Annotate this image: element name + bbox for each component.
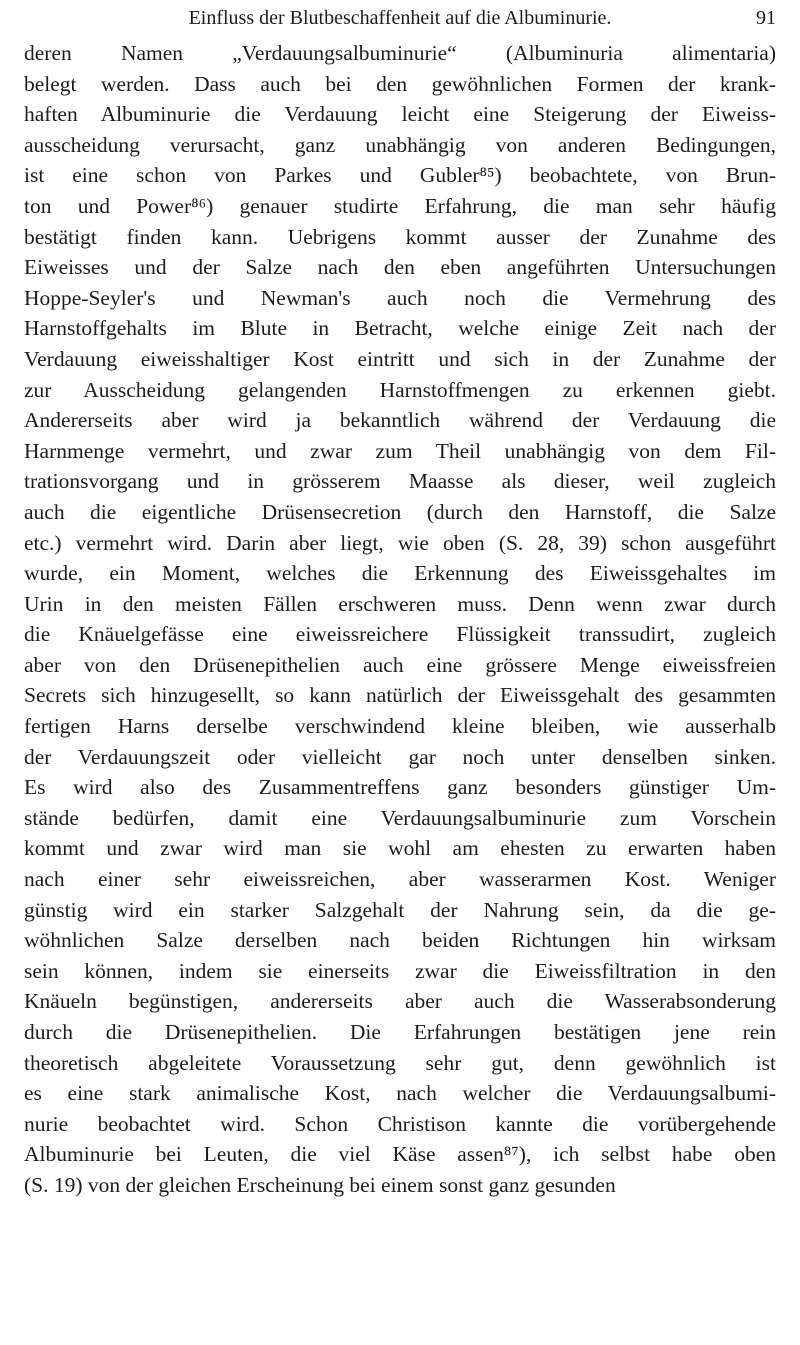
book-page [24,0,776,1345]
text-line: Andererseits aber wird ja bekanntlich während der Verdauung die [24,408,776,433]
text-line: ist eine schon von Parkes und Gubler⁸⁵) beobachtete, von Brun- [24,163,776,188]
text-line: ton und Power⁸⁶) genauer studirte Erfahrung, die man sehr häufig [24,193,776,218]
text-line: stände bedürfen, damit eine Verdauungsalbuminurie zum Vorschein [24,805,776,830]
text-line: Urin in den meisten Fällen erschweren muss. Denn wenn zwar durch [24,591,776,616]
text-line: sein können, indem sie einerseits zwar die Eiweissfiltration in den [24,958,776,983]
text-line: aber von den Drüsenepithelien auch eine grössere Menge eiweissfreien [24,652,776,677]
text-line: theoretisch abgeleitete Voraussetzung sehr gut, denn gewöhnlich ist [24,1050,776,1075]
text-line: (S. 19) von der gleichen Erscheinung bei einem sonst ganz gesunden [24,1172,616,1197]
text-line: etc.) vermehrt wird. Darin aber liegt, wie oben (S. 28, 39) schon ausgeführt [24,530,776,555]
text-line: kommt und zwar wird man sie wohl am ehesten zu erwarten haben [24,836,776,861]
text-line: belegt werden. Dass auch bei den gewöhnlichen Formen der krank- [24,71,776,96]
text-line: zur Ausscheidung gelangenden Harnstoffmengen zu erkennen giebt. [24,377,776,402]
text-line: Harnstoffgehalts im Blute in Betracht, welche einige Zeit nach der [24,316,776,341]
text-line: fertigen Harns derselbe verschwindend kleine bleiben, wie ausserhalb [24,714,776,739]
text-line: wurde, ein Moment, welches die Erkennung des Eiweissgehaltes im [24,561,776,586]
text-line: der Verdauungszeit oder vielleicht gar noch unter denselben sinken. [24,744,776,769]
text-line: günstig wird ein starker Salzgehalt der Nahrung sein, da die ge- [24,897,776,922]
text-line: Eiweisses und der Salze nach den eben angeführten Untersuchungen [24,255,776,280]
text-line: durch die Drüsenepithelien. Die Erfahrungen bestätigen jene rein [24,1020,776,1044]
text-line: Knäueln begünstigen, andererseits aber auch die Wasserabsonderung [24,989,776,1014]
text-line: Secrets sich hinzugesellt, so kann natürlich der Eiweissgehalt des gesammten [24,683,776,708]
page-number: 91 [756,7,776,29]
text-line: die Knäuelgefässe eine eiweissreichere Flüssigkeit transsudirt, zugleich [24,622,776,647]
text-line: haften Albuminurie die Verdauung leicht eine Steigerung der Eiweiss- [24,102,776,127]
running-title: Einfluss der Blutbeschaffenheit auf die Albuminurie. [188,7,612,29]
text-line: Es wird also des Zusammentreffens ganz besonders günstiger Um- [24,775,776,800]
text-line: wöhnlichen Salze derselben nach beiden Richtungen hin wirksam [24,928,776,953]
text-line: Albuminurie bei Leuten, die viel Käse assen⁸⁷), ich selbst habe oben [24,1142,776,1167]
text-line: nach einer sehr eiweissreichen, aber wasserarmen Kost. Weniger [24,867,776,892]
text-line: nurie beobachtet wird. Schon Christison kannte die vorübergehende [24,1111,776,1136]
text-line: Harnmenge vermehrt, und zwar zum Theil unabhängig von dem Fil- [24,438,776,463]
text-line: es eine stark animalische Kost, nach welcher die Verdauungsalbumi- [24,1081,776,1106]
text-line: auch die eigentliche Drüsensecretion (durch den Harnstoff, die Salze [24,499,776,524]
body-text [24,38,776,1201]
text-line: Hoppe-Seyler's und Newman's auch noch die Vermehrung des [24,285,776,310]
text-line: bestätigt finden kann. Uebrigens kommt ausser der Zunahme des [24,224,776,249]
text-line: trationsvorgang und in grösserem Maasse als dieser, weil zugleich [24,469,776,494]
text-line: Verdauung eiweisshaltiger Kost eintritt und sich in der Zunahme der [24,346,776,371]
running-header [24,6,776,30]
text-line: ausscheidung verursacht, ganz unabhängig von anderen Bedingungen, [24,132,776,157]
text-line: deren Namen „Verdauungsalbuminurie“ (Albuminuria alimentaria) [24,41,776,65]
